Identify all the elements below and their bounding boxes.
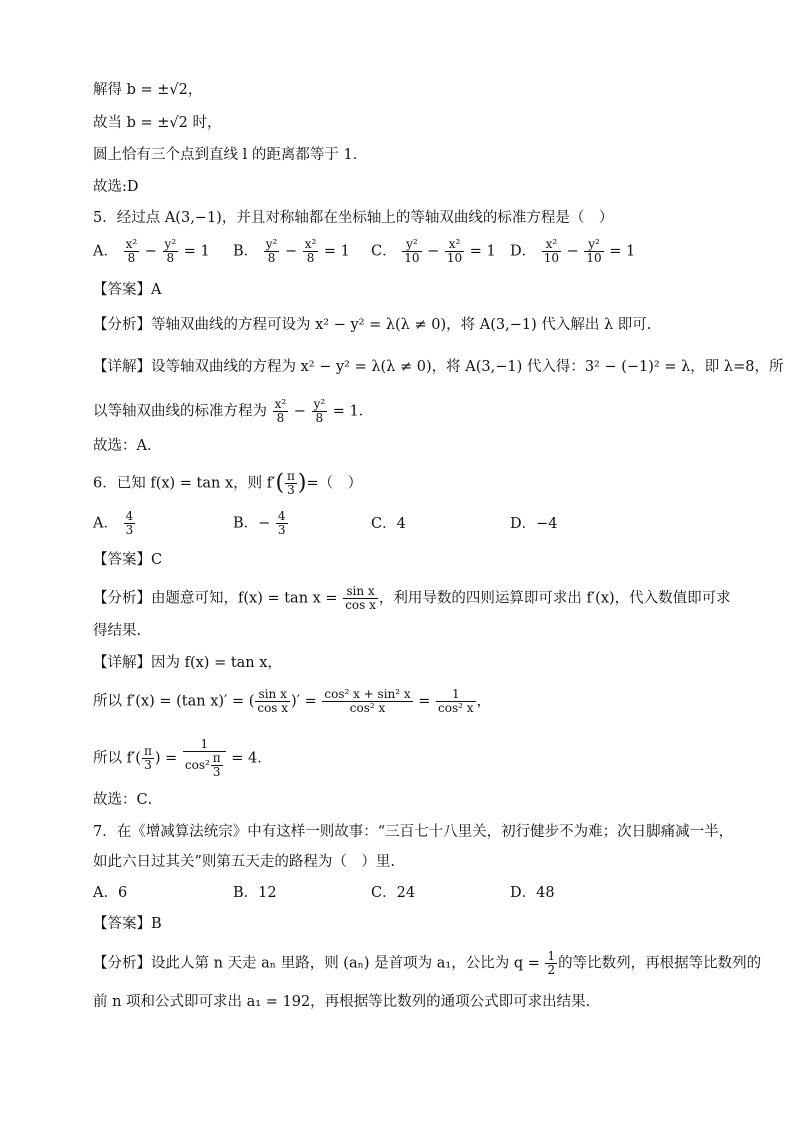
q6-analysis-line-1: 【分析】由题意可知，f(x) = tan x = $\frac{\text{sin x}}{\text{cos x}}$ ，利用导数的四则运算即可求出 f′(x)，代入数值即可求 bbox=[93, 584, 731, 612]
q5-detail-line-2: 以等轴双曲线的标准方程为 $\frac{\text{x²}}{8}$ − $\frac{\text{y²}}{8}$ = 1． bbox=[93, 397, 374, 425]
q6-detail-line-3: 所以 f′( $\frac{\pi}{3}$ ) = 1 cos² $\frac{\pi}{3}$ = 4． bbox=[93, 737, 272, 779]
q5-option-c[interactable]: C． $\frac{\text{y²}}{10}$ − $\frac{\text{x²}}{10}$ = 1 bbox=[371, 237, 496, 265]
question-5: 5．经过点 A(3,−1)，并且对称轴都在坐标轴上的等轴双曲线的标准方程是（ ） bbox=[93, 210, 614, 226]
q7-option-d[interactable]: D．48 bbox=[510, 885, 555, 901]
question-6: 6．已知 f(x) = tan x，则 f′( $\frac{\pi}{3}$ )=（ ） bbox=[93, 469, 363, 497]
q7-option-b[interactable]: B．12 bbox=[233, 885, 277, 901]
solution-line-3: 圆上恰有三个点到直线 l 的距离都等于 1． bbox=[93, 147, 368, 163]
solution-line-2: 故当 b = ±√2 时， bbox=[93, 115, 222, 131]
q5-answer: 【答案】A bbox=[93, 282, 162, 298]
q5-option-b[interactable]: B． $\frac{\text{y²}}{8}$ − $\frac{\text{x²}}{8}$ = 1 bbox=[233, 237, 350, 265]
q5-option-d[interactable]: D． $\frac{\text{x²}}{10}$ − $\frac{\text{y²}}{10}$ = 1 bbox=[510, 237, 636, 265]
solution-choice-d: 故选:D bbox=[93, 179, 139, 195]
q6-detail-line-1: 【详解】因为 f(x) = tan x， bbox=[93, 655, 282, 671]
q6-answer: 【答案】C bbox=[93, 552, 163, 568]
q7-option-a[interactable]: A．6 bbox=[93, 885, 128, 901]
q6-choose: 故选：C． bbox=[93, 792, 163, 808]
q7-analysis-line-2: 前 n 项和公式即可求出 a₁ = 192，再根据等比数列的通项公式即可求出结果. bbox=[93, 994, 591, 1010]
q6-option-a[interactable]: A． $\frac{4}{3}$ bbox=[93, 509, 134, 537]
q6-option-d[interactable]: D．−4 bbox=[510, 516, 558, 532]
q5-choose: 故选：A． bbox=[93, 438, 162, 454]
q5-analysis: 【分析】等轴双曲线的方程可设为 x² − y² = λ(λ ≠ 0)，将 A(3,−1) 代入解出 λ 即可. bbox=[93, 317, 652, 333]
q7-option-c[interactable]: C．24 bbox=[371, 885, 416, 901]
question-7-line-2: 如此六日过其关”则第五天走的路程为（ ）里. bbox=[93, 854, 396, 870]
question-7-line-1: 7．在《增减算法统宗》中有这样一则故事：“三百七十八里关，初行健步不为难；次日脚痛减一半， bbox=[93, 824, 734, 840]
q7-answer: 【答案】B bbox=[93, 916, 162, 932]
q5-option-a[interactable]: A． $\frac{\text{x²}}{8}$ − $\frac{\text{y²}}{8}$ = 1 bbox=[93, 237, 210, 265]
q7-analysis-line-1: 【分析】设此人第 n 天走 aₙ 里路，则 (aₙ) 是首项为 a₁，公比为 q = $\frac{1}{2}$ 的等比数列，再根据等比数列的 bbox=[93, 949, 762, 977]
solution-line-1: 解得 b = ±√2， bbox=[93, 82, 203, 98]
q6-option-b[interactable]: B．− $\frac{4}{3}$ bbox=[233, 509, 286, 537]
q6-analysis-line-2: 得结果. bbox=[93, 623, 142, 639]
q5-detail-line-1: 【详解】设等轴双曲线的方程为 x² − y² = λ(λ ≠ 0)，将 A(3,−1) 代入得：3² − (−1)² = λ，即 λ=8，所 bbox=[93, 359, 784, 375]
q6-detail-line-2: 所以 f′(x) = (tan x)′ = ( $\frac{\text{sin x}}{\text{cos x}}$ )′ = $\frac{\text{cos² x + sin² x}}{\text{cos² x}}$ = $\frac{1}{\text{cos² x}}$ ， bbox=[93, 687, 492, 715]
q6-option-c[interactable]: C．4 bbox=[371, 516, 406, 532]
